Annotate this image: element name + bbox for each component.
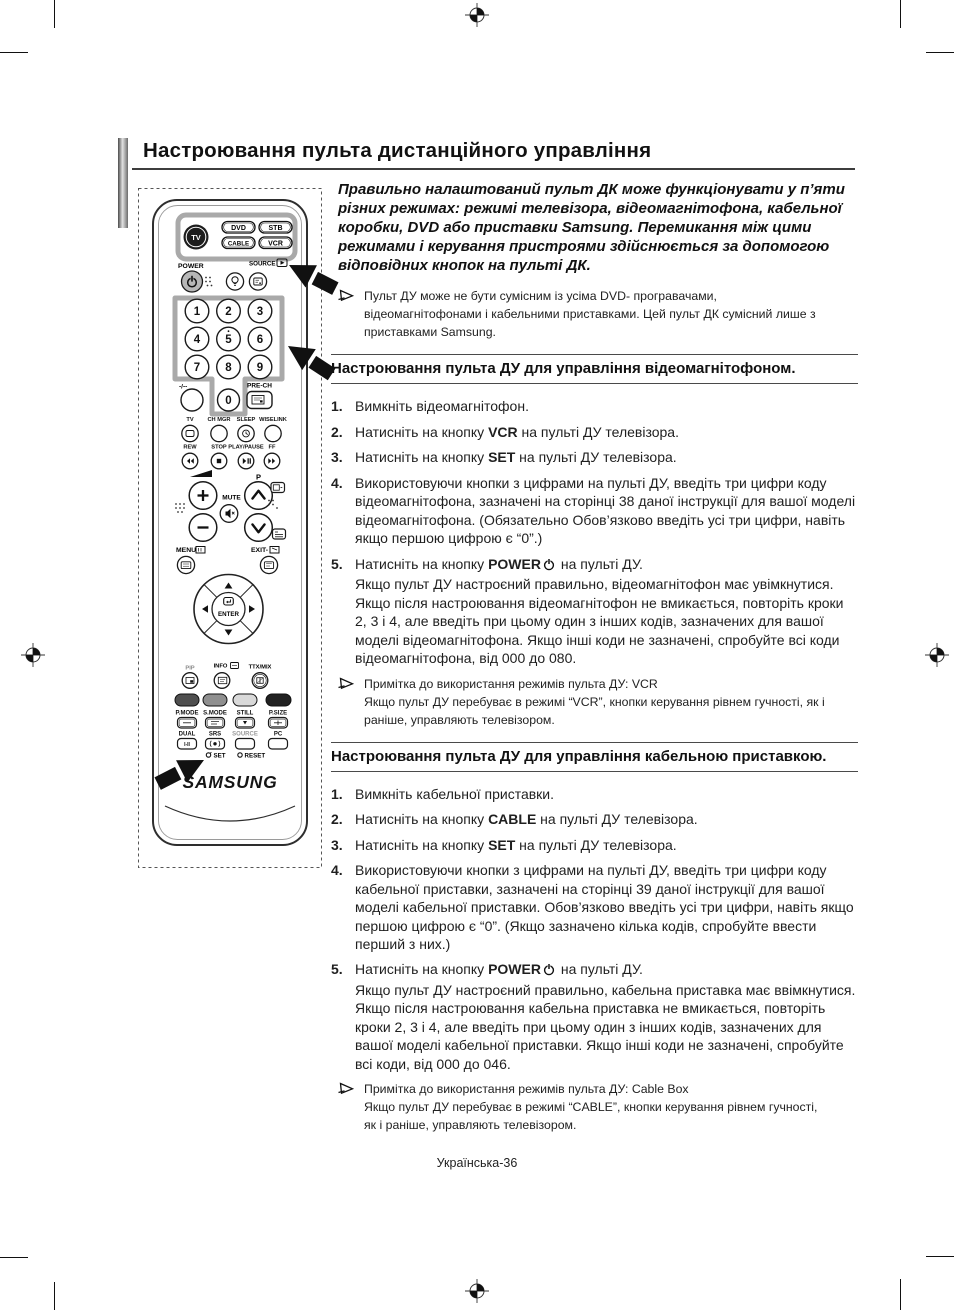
p-size-button [269,718,288,729]
ch-mgr-button [211,425,227,441]
vcr-step-3: 3. Натисніть на кнопку SET на пульті ДУ телевізора. [331,449,677,466]
vcr-note-text [364,675,832,729]
digit-9 [248,355,272,379]
info-label: INFO [213,663,228,670]
power-button [182,271,203,292]
channel-label: P [255,472,262,482]
red-key [175,694,199,706]
svg-text:SRS: SRS [208,731,222,738]
svg-text:I-II: I-II [184,742,190,748]
mute-label: MUTE [222,494,241,502]
digit-0 [218,389,240,411]
volume-down-button [189,514,217,542]
p-mode-button [178,718,197,729]
channel-down-button [245,514,273,542]
svg-text:1: 1 [193,306,201,319]
ttx-label: TTX/MIX [248,664,272,671]
volume-up-button [189,482,217,510]
svg-text:CH MGR: CH MGR [207,417,231,423]
play-pause-button [238,453,254,469]
prev-channel-icon-button [271,483,285,493]
svg-text:REW: REW [183,444,197,451]
cable-note-title: Примітка до використання режимів пульта ДУ: Cable Box [364,1082,689,1097]
brand-logo: SAMSUNG [182,772,278,792]
source-button [236,739,255,750]
display-button [249,273,266,290]
stb-mode-button [259,222,292,234]
srs-button [206,739,225,750]
digit-5 [217,327,241,351]
pre-ch-button [247,392,272,409]
cable-note-text [364,1080,832,1134]
crop-mark [54,1282,55,1310]
digit-2 [217,299,241,323]
crop-mark [900,1279,901,1310]
tv-mode-button [184,225,209,250]
svg-text:STB: STB [268,225,283,232]
enter-label: ENTER [218,610,239,618]
cable-step-2: 2. Натисніть на кнопку CABLE на пульті ДУ телевізора. [331,811,698,828]
registration-mark [924,642,950,668]
pc-button [269,739,288,750]
svg-text:TV: TV [186,417,194,423]
power-label: POWER [178,263,204,270]
digit-3 [248,299,272,323]
note-arrow-icon [337,675,356,729]
dvd-mode-button [222,222,255,234]
exit-button [260,556,277,573]
vcr-section-heading: Настроювання пульта ДУ для управління відеомагнітофоном. [331,354,858,384]
svg-text:7: 7 [193,362,201,375]
crop-mark [0,52,28,53]
crop-mark [926,1256,954,1257]
crop-mark [926,52,954,53]
sleep-button [238,425,254,441]
s-mode-button [206,718,225,729]
intro-paragraph: Правильно налаштований пульт ДК може функціонувати у п’яти різних режимах: режимі телевізора, відеомагнітофона, кабельної коробки, DVD або приставки Samsung. Перемикання між цими режимами і керування пристроями здійснюється за допомогою відповідних кнопок на пульті ДК. [338,181,845,275]
cable-step-5: 5. Натисніть на кнопку POWER на пульті ДУ. Якщо пульт ДУ настроєний правильно, кабельна приставка має ввімкнутися. Якщо після настроювання кабельна приставка не вмикається, повторіть кроки 2, 3 і 4, але введіть при цьому один з інших кодів, зазначених для вашої моделі кабельної приставки. Якщо інші коди не зазначені, спробуйте всі коди, від 000 до 046. [331,961,856,1072]
power-symbol-icon [543,557,555,575]
vcr-note-body: Якщо пульт ДУ перебуває в режимі “VCR”, кнопки керування рівнем гучності, як і раніше, управляють телевізором. [364,694,825,727]
vcr-steps [331,397,858,667]
svg-text:SLEEP: SLEEP [236,417,256,423]
cable-section-heading: Настроювання пульта ДУ для управління кабельною приставкою. [331,742,858,772]
digit-8 [217,355,241,379]
digit-4 [185,327,209,351]
svg-text:3: 3 [256,306,264,319]
svg-text:6: 6 [256,334,264,347]
reset-label: RESET [244,752,266,760]
registration-mark [20,642,46,668]
pip-button [182,673,198,689]
cable-note [337,1080,858,1134]
svg-text:DUAL: DUAL [178,731,196,738]
source-label: SOURCE [249,260,276,268]
wiselink-button [265,425,281,441]
svg-text:PC: PC [273,731,283,738]
content-column [331,180,858,1134]
svg-text:0: 0 [225,395,232,408]
crop-mark [0,1257,28,1258]
svg-text:8: 8 [225,362,232,375]
crop-mark [54,0,55,28]
dpad [194,575,263,644]
yellow-key [233,694,257,706]
vcr-note-title: Примітка до використання режимів пульта ДУ: VCR [364,676,658,691]
stop-button [211,453,227,469]
digit-1 [185,299,209,323]
tv-button [182,425,198,441]
note-arrow-icon [337,287,356,341]
svg-text:9: 9 [256,362,264,375]
svg-text:TV: TV [191,232,201,242]
page-number: Українська-36 [436,1156,518,1170]
svg-text:STILL: STILL [236,710,254,717]
info-button [214,673,230,689]
cable-step-1: 1. Вимкніть кабельної приставки. [331,785,555,802]
power-symbol-icon [543,962,555,980]
vcr-step-4: 4. Використовуючи кнопки з цифрами на пульті ДУ, введіть три цифри коду відеомагнітофона, зазначені на сторінці 38 даної інструкції для вашої моделі відеомагнітофона. (Обязательно Обов’язково введіть усі три цифри, навіть якщо першою цифрою є “0”.) [331,474,856,547]
svg-text:STOP: STOP [211,444,227,451]
svg-text:DVD: DVD [231,225,246,232]
dash-label: -/-- [179,383,188,391]
channel-up-button [245,482,273,510]
svg-text:VCR: VCR [268,240,283,248]
dual-button [178,739,197,750]
rew-button [182,453,198,469]
crop-mark [900,0,901,28]
title-rule [132,168,855,170]
dash-button [181,389,203,411]
menu-button [177,556,194,573]
pip-label: PIP [185,665,195,672]
ttx-mix-button [252,673,268,689]
digit-6 [248,327,272,351]
digit-7 [185,355,209,379]
cable-mode-button [222,237,255,249]
lamp-button [226,273,243,290]
mute-button [220,505,238,523]
svg-text:FF: FF [268,444,276,451]
pre-ch-label: PRE-CH [247,382,272,390]
svg-text:2: 2 [225,306,232,319]
green-key [203,694,227,706]
registration-mark [464,1278,490,1304]
note-arrow-icon [337,1080,356,1134]
page-title: Настроювання пульта дистанційного управління [143,139,652,162]
svg-text:CABLE: CABLE [227,240,250,248]
intro-note-text: Пульт ДУ може не бути сумісним із усіма DVD- програвачами, відеомагнітофонами і кабельними приставками. Цей пульт ДК сумісний лише з приставками Samsung. [364,289,816,340]
vcr-step-1: 1. Вимкніть відеомагнітофон. [331,398,529,415]
set-label: SET [213,752,226,760]
menu-label: MENU [176,547,197,554]
cable-steps [331,785,858,1074]
svg-text:SOURCE: SOURCE [232,731,258,738]
exit-label: EXIT- [251,547,268,554]
title-accent-bar [118,138,128,228]
intro-note [337,287,858,341]
svg-text:P.SIZE: P.SIZE [268,710,288,717]
vcr-mode-button [259,237,292,249]
ff-button [264,453,280,469]
channel-list-icon-button [273,529,286,539]
vcr-step-5: 5. Натисніть на кнопку POWER на пульті ДУ. Якщо пульт ДУ настроєний правильно, відеомагнітофон має увімкнутися. Якщо після настроювання відеомагнітофон не вмикається, повторіть кроки 2, 3 і 4, але введіть при цьому один з інших кодів, зазначених для вашої моделі відеомагнітофона. Якщо інші коди не зазначені, спробуйте всі коди відеомагнітофона, від 000 до 080. [331,555,844,667]
vcr-step-2: 2. Натисніть на кнопку VCR на пульті ДУ телевізора. [331,423,679,440]
svg-text:PLAY/PAUSE: PLAY/PAUSE [228,444,264,451]
blue-key [266,694,291,706]
cable-step-3: 3. Натисніть на кнопку SET на пульті ДУ телевізора. [331,836,677,853]
svg-text:WISELINK: WISELINK [259,417,287,423]
svg-text:4: 4 [193,334,201,347]
cable-note-body: Якщо пульт ДУ перебуває в режимі “CABLE”, кнопки керування рівнем гучності, як і раніше, управляють телевізором. [364,1100,818,1133]
svg-text:P.MODE: P.MODE [175,710,199,717]
remote-figure [138,188,322,868]
vcr-note [337,675,858,729]
still-button [236,718,255,729]
registration-mark [464,2,490,28]
svg-text:5: 5 [225,334,232,347]
svg-text:S.MODE: S.MODE [203,710,227,717]
cable-step-4: 4. Використовуючи кнопки з цифрами на пульті ДУ, введіть три цифри коду кабельної приставки, зазначені на сторінці 39 даної інструкції для вашої моделі кабельної приставки. Обов’язково введіть усі три цифри, навіть якщо першою цифрою є “0”. (Якщо зазначено кілька кодів, спробуйте ввести перший з них.) [331,862,854,952]
